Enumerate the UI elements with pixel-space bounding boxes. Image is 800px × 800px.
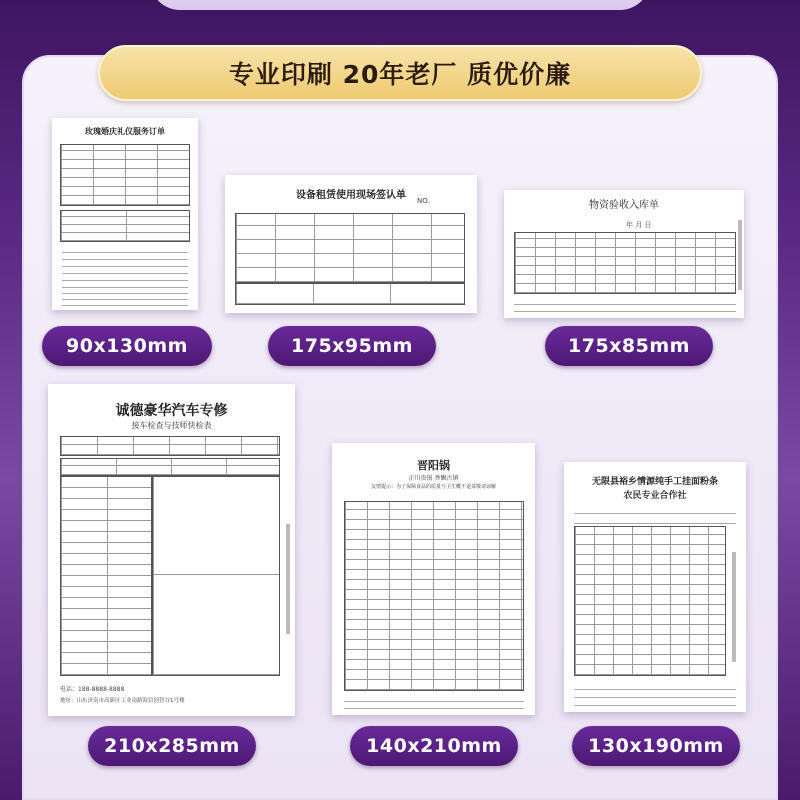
size-text: 175x85mm xyxy=(568,335,690,357)
size-label xyxy=(350,726,518,766)
form-subtitle: 接车检查与技师快检表 xyxy=(131,421,212,430)
form-address: 地址：山东济南市高新区工业南路海信创智谷1号楼 xyxy=(60,698,185,704)
size-text: 90x130mm xyxy=(66,335,188,357)
form-diagram-area xyxy=(152,476,280,676)
form-subtitle: 农民专业合作社 xyxy=(623,491,687,501)
form-lines xyxy=(514,298,736,312)
form-table xyxy=(60,436,280,456)
form-table xyxy=(60,458,280,476)
form-title: 无限县裕乡情源纯手工挂面粉条 xyxy=(591,477,718,487)
form-table xyxy=(514,232,736,294)
form-noodle-coop xyxy=(564,462,746,712)
form-wedding-order xyxy=(52,118,198,310)
form-table xyxy=(574,526,726,676)
size-label xyxy=(572,726,740,766)
size-text: 140x210mm xyxy=(366,735,502,757)
form-checklist xyxy=(60,476,152,676)
form-title: 设备租赁使用现场签认单 xyxy=(296,190,406,201)
form-phone: 电话：188-8888-8888 xyxy=(60,686,125,693)
form-notice: 友情提示：为了保障食品的质量与卫生概不退菜敬请谅解 xyxy=(370,484,496,490)
form-equipment-rental xyxy=(225,175,477,313)
side-mark xyxy=(732,552,736,662)
form-table xyxy=(235,213,465,283)
form-lines xyxy=(62,248,188,288)
size-label xyxy=(42,326,212,366)
side-mark xyxy=(738,220,742,290)
form-title: 晋阳锅 xyxy=(417,459,450,472)
size-label xyxy=(545,326,713,366)
form-lines xyxy=(344,695,524,709)
slogan-text: 专业印刷 20年老厂 质优价廉 xyxy=(228,60,572,89)
slogan-banner xyxy=(98,45,702,101)
form-title: 诚德豪华汽车专修 xyxy=(115,403,228,419)
side-mark xyxy=(286,524,290,634)
size-text: 130x190mm xyxy=(588,735,724,757)
form-lines xyxy=(574,682,736,706)
top-title-strip xyxy=(150,0,650,10)
form-table xyxy=(344,501,524,691)
form-table xyxy=(60,210,190,242)
form-title: 物资验收入库单 xyxy=(589,200,659,211)
form-date: 年 月 日 xyxy=(626,221,652,229)
form-restaurant-order xyxy=(332,443,535,715)
form-number-label: NO. xyxy=(417,197,430,205)
size-text: 210x285mm xyxy=(104,735,240,757)
size-label xyxy=(88,726,256,766)
size-text: 175x95mm xyxy=(291,335,413,357)
form-title: 玫瑰婚庆礼仪服务订单 xyxy=(85,126,165,136)
form-material-receipt xyxy=(504,190,744,318)
form-table xyxy=(235,283,465,305)
form-lines xyxy=(62,292,188,306)
form-lines xyxy=(574,504,736,524)
form-subtitle: 正川贵锅 香飘古镇 xyxy=(408,475,459,482)
size-label xyxy=(268,326,436,366)
form-table xyxy=(60,144,190,206)
form-car-inspection xyxy=(48,384,295,716)
